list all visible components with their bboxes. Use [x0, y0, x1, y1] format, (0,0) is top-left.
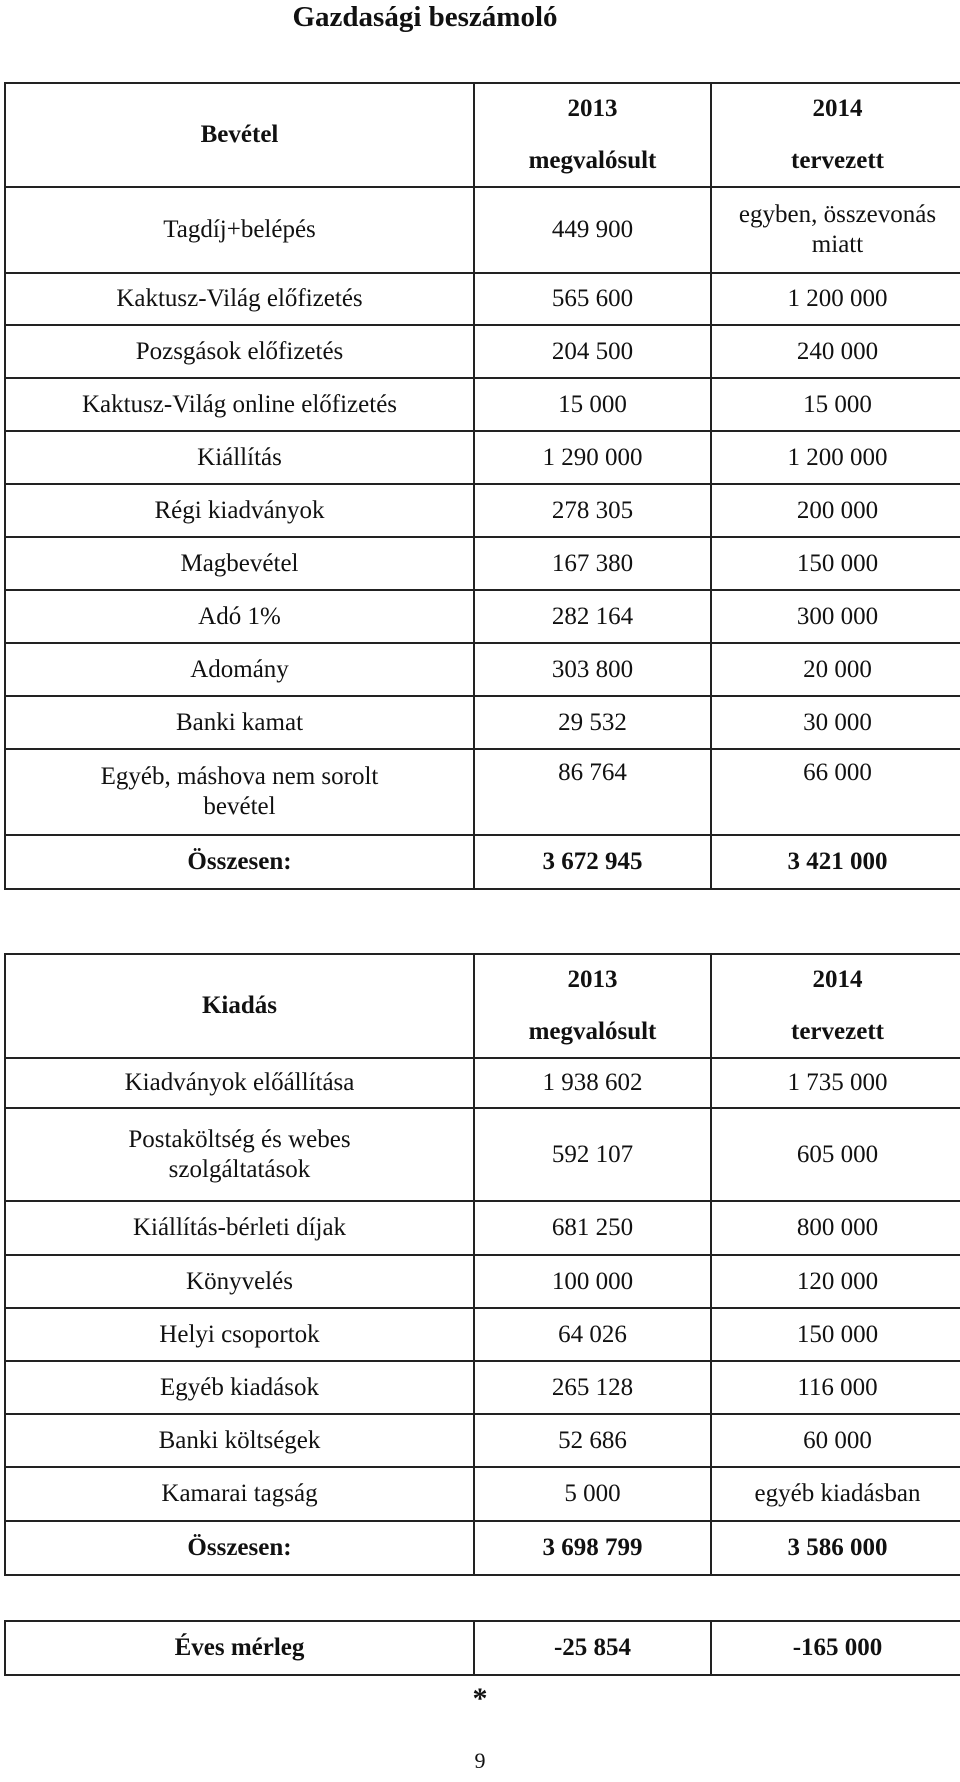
row-label: Egyéb, máshova nem sorolt bevétel	[5, 749, 474, 835]
row-value-2014: 150 000	[711, 1308, 960, 1361]
row-value-2014: 300 000	[711, 590, 960, 643]
row-label: Egyéb kiadások	[5, 1361, 474, 1414]
total-label: Összesen:	[5, 835, 474, 889]
balance-value-2014: -165 000	[711, 1621, 960, 1675]
row-label: Adó 1%	[5, 590, 474, 643]
row-value-2013: 5 000	[474, 1467, 711, 1521]
row-label: Pozsgások előfizetés	[5, 325, 474, 378]
row-label: Banki kamat	[5, 696, 474, 749]
income-header-2013-sub: megvalósult	[528, 147, 657, 174]
table-row	[5, 537, 960, 590]
table-row	[5, 1467, 960, 1521]
income-header-2014	[711, 83, 960, 187]
table-row	[5, 378, 960, 431]
row-value-2014: 150 000	[711, 537, 960, 590]
row-value-2013: 52 686	[474, 1414, 711, 1467]
row-value-2014: 66 000	[711, 749, 960, 835]
row-value-2013: 100 000	[474, 1255, 711, 1308]
row-label: Kiállítás-bérleti díjak	[5, 1201, 474, 1255]
row-value-2013: 1 938 602	[474, 1058, 711, 1108]
row-value-2013: 167 380	[474, 537, 711, 590]
table-row	[5, 1058, 960, 1108]
income-header-2013-year: 2013	[567, 95, 618, 122]
table-row	[5, 1308, 960, 1361]
table-row	[5, 1255, 960, 1308]
income-total-row	[5, 835, 960, 889]
row-value-2013: 265 128	[474, 1361, 711, 1414]
row-value-2013: 565 600	[474, 273, 711, 325]
row-value-2013: 282 164	[474, 590, 711, 643]
row-value-2014: 60 000	[711, 1414, 960, 1467]
table-row	[5, 696, 960, 749]
expense-table	[4, 953, 960, 1576]
balance-row	[5, 1621, 960, 1675]
table-row	[5, 1201, 960, 1255]
row-label: Helyi csoportok	[5, 1308, 474, 1361]
income-header-2014-sub: tervezett	[791, 147, 884, 174]
table-row	[5, 273, 960, 325]
table-row	[5, 590, 960, 643]
table-row	[5, 749, 960, 835]
table-row	[5, 1361, 960, 1414]
balance-value-2013: -25 854	[474, 1621, 711, 1675]
table-row	[5, 643, 960, 696]
table-row	[5, 1108, 960, 1201]
row-label: Kiadványok előállítása	[5, 1058, 474, 1108]
row-value-2014: egyben, összevonás miatt	[711, 187, 960, 273]
expense-header-2013	[474, 954, 711, 1058]
balance-label: Éves mérleg	[5, 1621, 474, 1675]
row-label: Könyvelés	[5, 1255, 474, 1308]
row-value-2014: 20 000	[711, 643, 960, 696]
expense-header-row	[5, 954, 960, 1058]
row-value-2013: 15 000	[474, 378, 711, 431]
table-row	[5, 1414, 960, 1467]
row-label: Kiállítás	[5, 431, 474, 484]
row-value-2014: 200 000	[711, 484, 960, 537]
asterisk-separator: *	[472, 1682, 488, 1715]
income-header-row	[5, 83, 960, 187]
row-label: Banki költségek	[5, 1414, 474, 1467]
row-value-2013: 1 290 000	[474, 431, 711, 484]
expense-total-row	[5, 1521, 960, 1575]
row-value-2013: 303 800	[474, 643, 711, 696]
table-row	[5, 187, 960, 273]
row-value-2013: 29 532	[474, 696, 711, 749]
table-row	[5, 325, 960, 378]
income-table	[4, 82, 960, 890]
row-value-2014: 1 735 000	[711, 1058, 960, 1108]
total-value-2013: 3 672 945	[474, 835, 711, 889]
row-value-2014: 30 000	[711, 696, 960, 749]
row-value-2014: 116 000	[711, 1361, 960, 1414]
page-number: 9	[474, 1748, 486, 1773]
income-header-2013	[474, 83, 711, 187]
expense-header-2014	[711, 954, 960, 1058]
row-value-2014: 120 000	[711, 1255, 960, 1308]
total-value-2014: 3 586 000	[711, 1521, 960, 1575]
expense-header-2014-year: 2014	[812, 966, 863, 993]
income-header-2014-year: 2014	[812, 95, 863, 122]
row-value-2014: 15 000	[711, 378, 960, 431]
row-value-2013: 278 305	[474, 484, 711, 537]
row-value-2013: 592 107	[474, 1108, 711, 1201]
row-value-2013: 86 764	[474, 749, 711, 835]
balance-table	[4, 1620, 960, 1676]
table-row	[5, 484, 960, 537]
row-value-2014: egyéb kiadásban	[711, 1467, 960, 1521]
row-label: Kamarai tagság	[5, 1467, 474, 1521]
row-value-2014: 240 000	[711, 325, 960, 378]
row-value-2014: 800 000	[711, 1201, 960, 1255]
expense-header-2014-sub: tervezett	[791, 1018, 884, 1045]
row-value-2014: 1 200 000	[711, 273, 960, 325]
row-value-2014: 605 000	[711, 1108, 960, 1201]
page-title: Gazdasági beszámoló	[292, 1, 558, 33]
income-header-label: Bevétel	[5, 83, 474, 187]
row-label: Kaktusz-Világ előfizetés	[5, 273, 474, 325]
expense-header-2013-sub: megvalósult	[528, 1018, 657, 1045]
row-label: Adomány	[5, 643, 474, 696]
row-label: Kaktusz-Világ online előfizetés	[5, 378, 474, 431]
row-label: Postaköltség és webes szolgáltatások	[5, 1108, 474, 1201]
row-value-2013: 64 026	[474, 1308, 711, 1361]
total-value-2013: 3 698 799	[474, 1521, 711, 1575]
row-label: Régi kiadványok	[5, 484, 474, 537]
total-value-2014: 3 421 000	[711, 835, 960, 889]
total-label: Összesen:	[5, 1521, 474, 1575]
expense-header-2013-year: 2013	[567, 966, 618, 993]
row-value-2013: 204 500	[474, 325, 711, 378]
row-value-2014: 1 200 000	[711, 431, 960, 484]
row-label: Magbevétel	[5, 537, 474, 590]
row-value-2013: 449 900	[474, 187, 711, 273]
row-value-2013: 681 250	[474, 1201, 711, 1255]
row-label: Tagdíj+belépés	[5, 187, 474, 273]
expense-header-label: Kiadás	[5, 954, 474, 1058]
table-row	[5, 431, 960, 484]
